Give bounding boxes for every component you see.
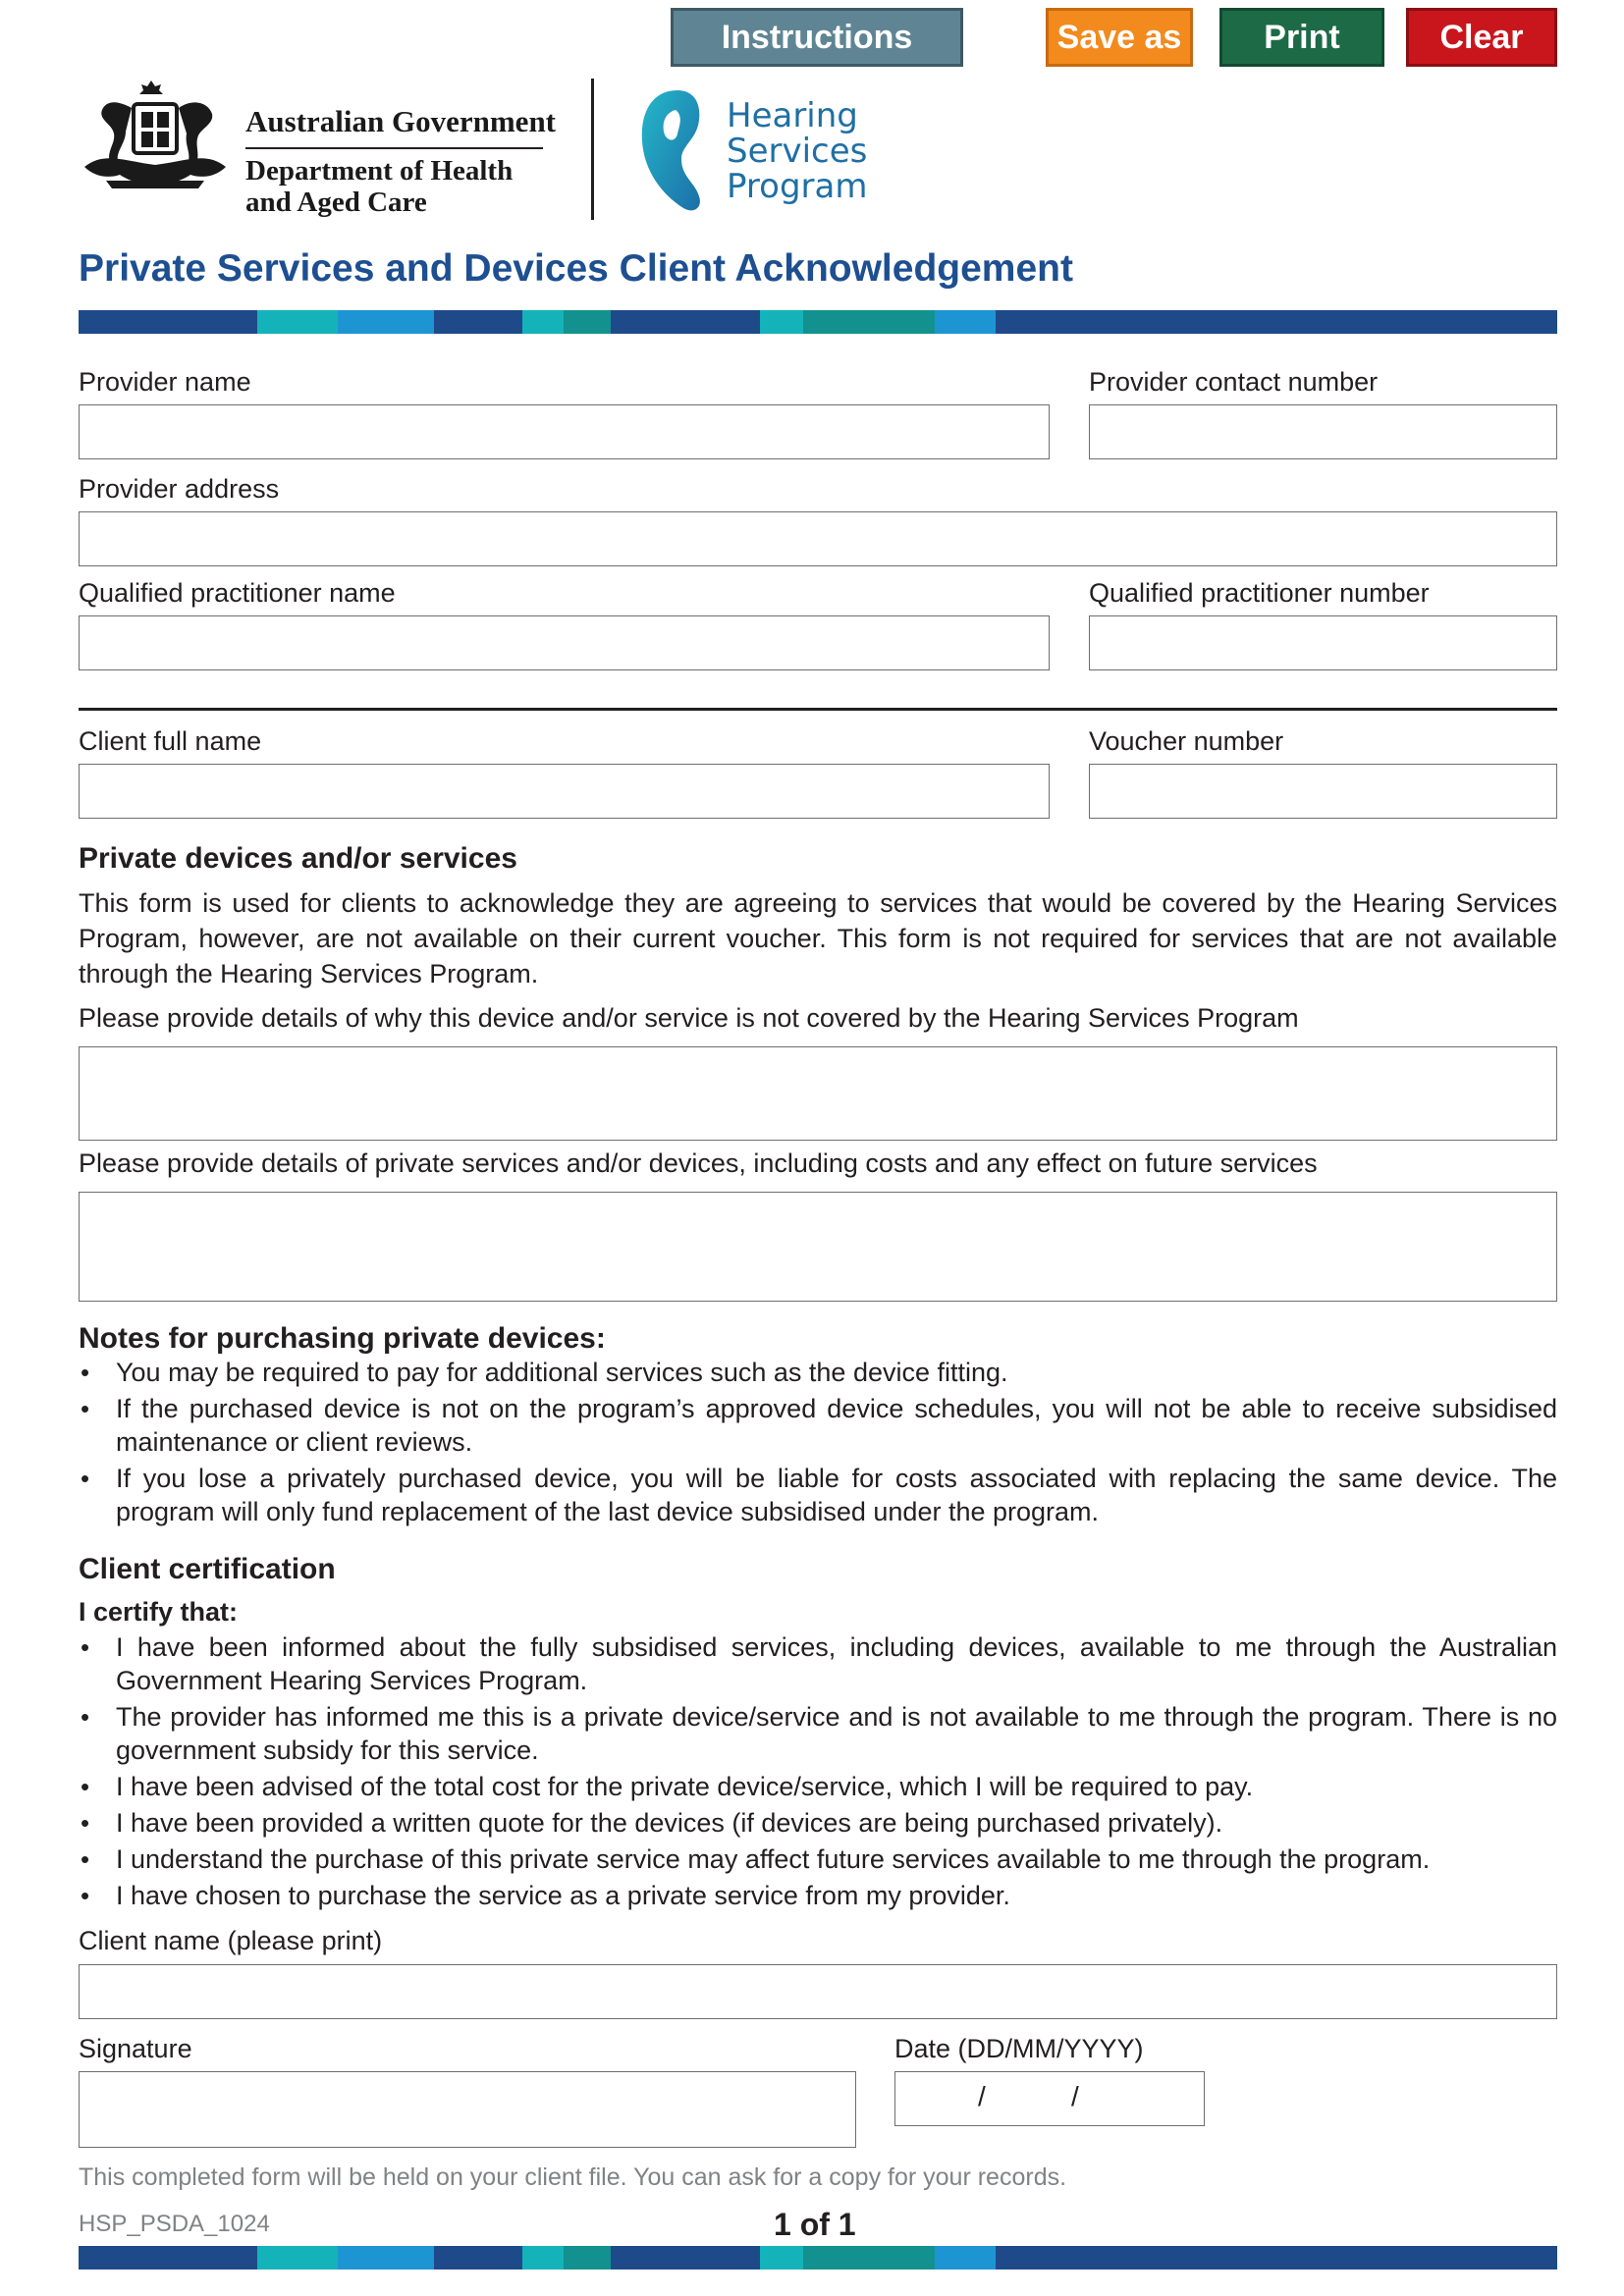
list-item: • I have been informed about the fully subsidised services, including devices, available to me through the Australian Government Hearing Services Program.: [79, 1630, 1557, 1697]
gov-name: Australian Government: [245, 104, 557, 138]
list-item: • I have been provided a written quote for the devices (if devices are being purchased privately).: [79, 1806, 1557, 1840]
practitioner-number-field[interactable]: [1089, 615, 1557, 670]
date-field[interactable]: [894, 2071, 1205, 2126]
retention-note: This completed form will be held on your client file. You can ask for a copy for your records.: [79, 2163, 1067, 2191]
provider-name-label: Provider name: [79, 367, 251, 397]
client-name-print-label: Client name (please print): [79, 1926, 383, 1955]
notes-heading: Notes for purchasing private devices:: [79, 1322, 606, 1355]
private-section-heading: Private devices and/or services: [79, 842, 517, 875]
print-button[interactable]: Print: [1219, 8, 1384, 67]
certify-subheading: I certify that:: [79, 1597, 239, 1627]
practitioner-number-label: Qualified practitioner number: [1089, 578, 1430, 608]
instructions-button[interactable]: Instructions: [671, 8, 963, 67]
hsp-line2: Services: [727, 132, 868, 171]
certification-heading: Client certification: [79, 1553, 336, 1585]
client-full-name-field[interactable]: [79, 764, 1050, 819]
client-name-print-field[interactable]: [79, 1964, 1557, 2019]
gov-underline: [245, 147, 543, 149]
practitioner-name-label: Qualified practitioner name: [79, 578, 396, 608]
notes-list: [79, 1356, 1557, 1531]
section-divider: [79, 708, 1557, 711]
why-not-covered-label: Please provide details of why this device and/or service is not covered by the Hearing Services Program: [79, 1003, 1299, 1033]
list-item: • I have chosen to purchase the service as a private service from my provider.: [79, 1879, 1557, 1912]
top-stripe: [79, 310, 1557, 334]
provider-address-label: Provider address: [79, 474, 280, 504]
page-number: 1 of 1: [774, 2207, 856, 2242]
hearing-ear-icon: [638, 86, 713, 214]
voucher-number-label: Voucher number: [1089, 726, 1284, 756]
provider-contact-label: Provider contact number: [1089, 367, 1379, 397]
date-separator: /: [1071, 2081, 1079, 2111]
certification-list: [79, 1630, 1557, 1915]
practitioner-name-field[interactable]: [79, 615, 1050, 670]
bottom-stripe: [79, 2246, 1557, 2269]
voucher-number-field[interactable]: [1089, 764, 1557, 819]
client-full-name-label: Client full name: [79, 726, 262, 756]
provider-name-field[interactable]: [79, 404, 1050, 459]
hsp-line1: Hearing: [727, 96, 858, 135]
signature-label: Signature: [79, 2034, 192, 2063]
signature-field[interactable]: [79, 2071, 856, 2148]
provider-address-field[interactable]: [79, 511, 1557, 566]
department-name-line2: and Aged Care: [245, 187, 427, 218]
list-item: • I understand the purchase of this private service may affect future services available to me through the program.: [79, 1842, 1557, 1876]
list-item: • The provider has informed me this is a private device/service and is not available to me through the program. There is no government subsidy for this service.: [79, 1700, 1557, 1767]
department-name-line1: Department of Health: [245, 155, 514, 187]
page-title: Private Services and Devices Client Acknowledgement: [79, 247, 1073, 290]
header-divider: [591, 79, 594, 220]
private-section-intro: This form is used for clients to acknowledge they are agreeing to services that would be covered by the Hearing Services Program, however, are not available on their current voucher. This form is not required for services that are not available through the Hearing Services Program.: [79, 888, 1557, 988]
list-item: • You may be required to pay for additional services such as the device fitting.: [79, 1356, 1557, 1389]
list-item: • I have been advised of the total cost for the private device/service, which I will be required to pay.: [79, 1770, 1557, 1803]
private-details-label: Please provide details of private services and/or devices, including costs and any effect on future services: [79, 1148, 1318, 1178]
hsp-line3: Program: [727, 167, 868, 206]
date-label: Date (DD/MM/YYYY): [894, 2034, 1144, 2063]
private-details-field[interactable]: [79, 1192, 1557, 1302]
coat-of-arms-icon: [77, 79, 234, 196]
why-not-covered-field[interactable]: [79, 1046, 1557, 1141]
form-code: HSP_PSDA_1024: [79, 2211, 270, 2237]
provider-contact-field[interactable]: [1089, 404, 1557, 459]
list-item: • If the purchased device is not on the program’s approved device schedules, you will not be able to receive subsidised maintenance or client reviews.: [79, 1392, 1557, 1459]
save-as-button[interactable]: Save as: [1046, 8, 1193, 67]
clear-button[interactable]: Clear: [1406, 8, 1557, 67]
date-separator: /: [978, 2081, 986, 2111]
list-item: • If you lose a privately purchased device, you will be liable for costs associated with replacing the same device. The program will only fund replacement of the last device subsidised under the program.: [79, 1462, 1557, 1528]
